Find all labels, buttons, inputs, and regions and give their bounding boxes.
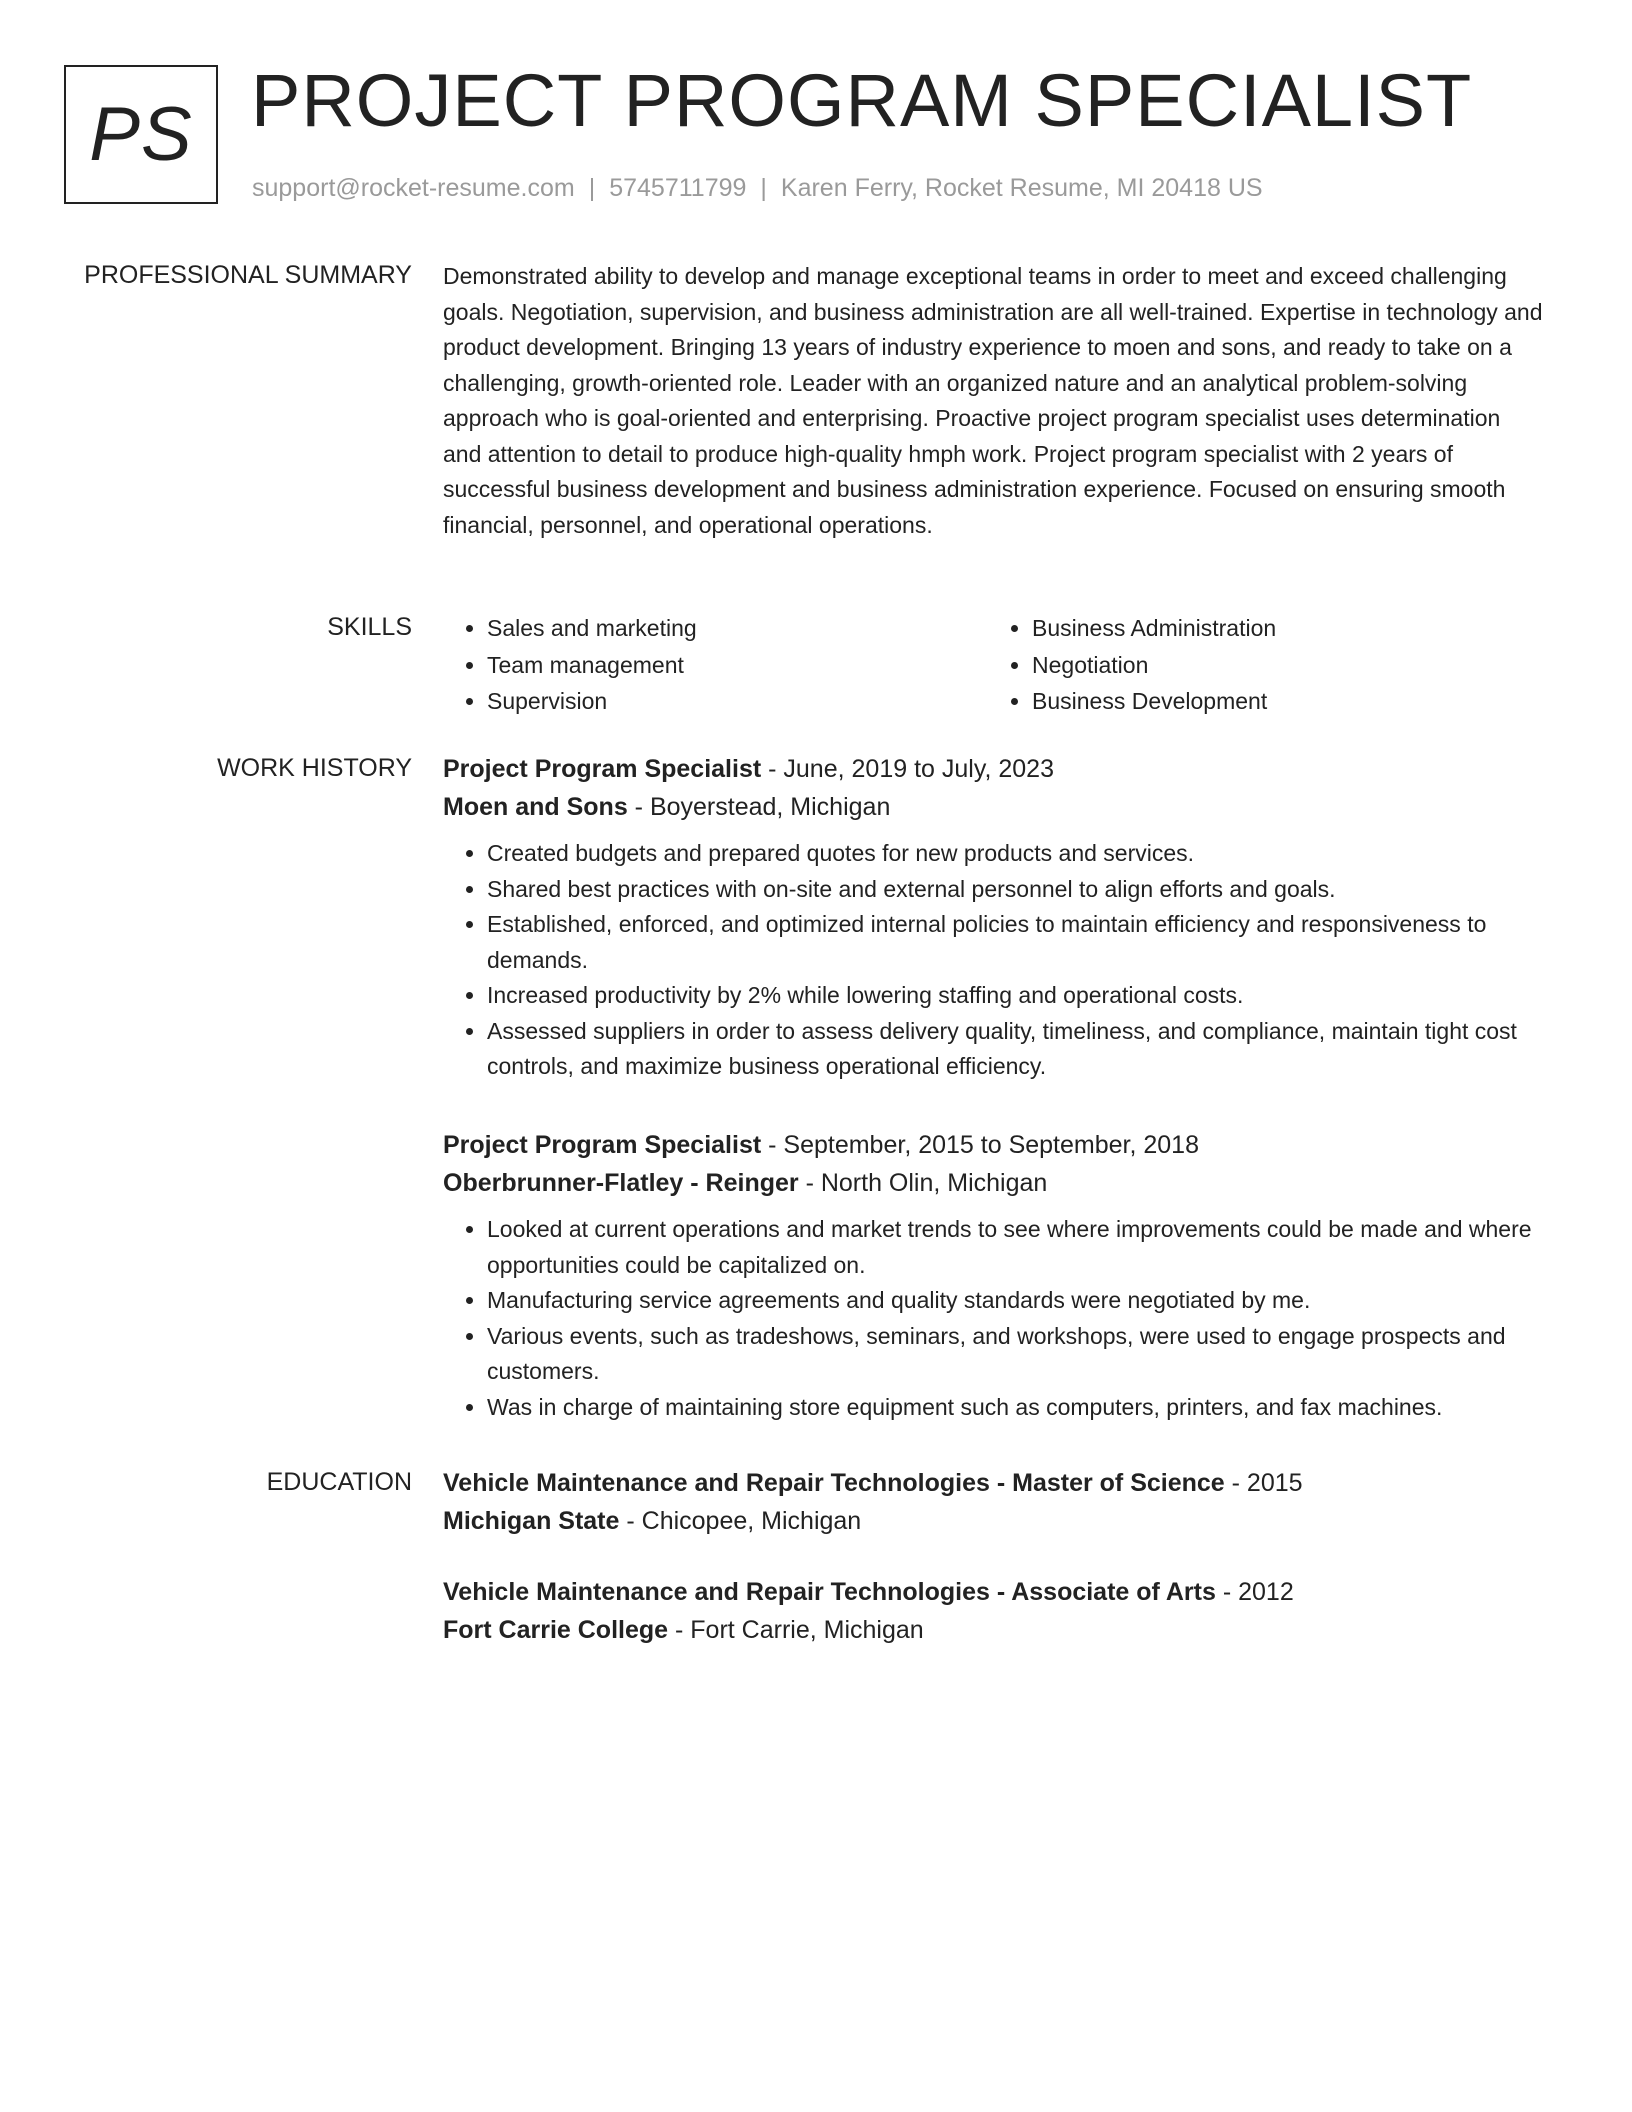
education-heading: EDUCATION — [266, 1468, 412, 1496]
job-company-line — [443, 788, 1543, 826]
skill-item: • Sales and marketing — [487, 610, 988, 647]
work-history-heading: WORK HISTORY — [217, 754, 412, 782]
skill-item: • Supervision — [487, 683, 988, 720]
job-title-line — [443, 1126, 1543, 1164]
education-year: - 2012 — [1215, 1578, 1294, 1606]
contact-email: support@rocket-resume.com — [252, 174, 575, 202]
job-company-line — [443, 1164, 1543, 1202]
job-company: Moen and Sons — [443, 793, 628, 821]
job-bullets — [443, 1212, 1543, 1425]
job-bullet: • Increased productivity by 2% while lowering staffing and operational costs. — [487, 978, 1543, 1014]
job-bullet: • Created budgets and prepared quotes for new products and services. — [487, 836, 1543, 872]
education-entry — [443, 1464, 1543, 1540]
skill-item: • Business Development — [1032, 683, 1533, 720]
job-dates: - September, 2015 to September, 2018 — [761, 1131, 1199, 1159]
job-title: Project Program Specialist — [443, 755, 762, 783]
job-bullet: • Was in charge of maintaining store equipment such as computers, printers, and fax machines. — [487, 1390, 1543, 1426]
education-school: Michigan State — [443, 1507, 620, 1535]
education-degree: Vehicle Maintenance and Repair Technologies - Associate of Arts — [443, 1578, 1216, 1606]
job-bullet: • Established, enforced, and optimized internal policies to maintain efficiency and responsiveness to demands. — [487, 907, 1543, 978]
skills-grid — [443, 610, 1543, 720]
summary-body — [443, 259, 1543, 543]
education-degree: Vehicle Maintenance and Repair Technologies - Master of Science — [443, 1469, 1225, 1497]
contact-phone: 5745711799 — [609, 174, 747, 202]
education-school-line — [443, 1502, 1543, 1540]
summary-heading: PROFESSIONAL SUMMARY — [84, 261, 412, 289]
summary-text: Demonstrated ability to develop and manage exceptional teams in order to meet and exceed challenging goals. Negotiation, supervision, and business administration are all well-trained. Expertise in technology and product development. Bringing 13 years of industry experience to moen and sons, and ready to take on a challenging, growth-oriented role. Leader with an organized nature and an analytical problem-solving approach who is goal-oriented and enterprising. Proactive project program specialist uses determination and attention to detail to produce high-quality hmph work. Project program specialist with 2 years of successful business development and business administration experience. Focused on ensuring smooth financial, personnel, and operational operations. — [443, 263, 1543, 538]
education-degree-line — [443, 1464, 1543, 1502]
job-bullet: • Various events, such as tradeshows, seminars, and workshops, were used to engage prospects and customers. — [487, 1319, 1543, 1390]
education-school: Fort Carrie College — [443, 1616, 669, 1644]
contact-separator: | — [760, 174, 767, 202]
monogram-initials: PS — [89, 92, 193, 177]
education-degree-line — [443, 1573, 1543, 1611]
skills-column-left — [443, 610, 988, 720]
job-company: Oberbrunner-Flatley - Reinger — [443, 1169, 799, 1197]
education-school-line — [443, 1611, 1543, 1649]
job-bullet: • Looked at current operations and market trends to see where improvements could be made and where opportunities could be capitalized on. — [487, 1212, 1543, 1283]
job-entry — [443, 750, 1543, 1085]
skills-body — [443, 610, 1543, 720]
job-location: - North Olin, Michigan — [798, 1169, 1048, 1197]
contact-address: Karen Ferry, Rocket Resume, MI 20418 US — [780, 174, 1263, 202]
candidate-name: PROJECT PROGRAM SPECIALIST — [251, 59, 1473, 142]
skills-heading: SKILLS — [327, 613, 412, 641]
skill-item: • Business Administration — [1032, 610, 1533, 647]
job-bullet: • Assessed suppliers in order to assess delivery quality, timeliness, and compliance, maintain tight cost controls, and maximize business operational efficiency. — [487, 1014, 1543, 1085]
job-dates: - June, 2019 to July, 2023 — [761, 755, 1054, 783]
education-year: - 2015 — [1224, 1469, 1303, 1497]
skills-column-right — [988, 610, 1533, 720]
education-entry — [443, 1573, 1543, 1649]
job-bullets — [443, 836, 1543, 1085]
education-location: - Chicopee, Michigan — [619, 1507, 862, 1535]
job-entry — [443, 1126, 1543, 1425]
job-bullet: • Shared best practices with on-site and external personnel to align efforts and goals. — [487, 872, 1543, 908]
contact-line — [252, 172, 1263, 204]
job-bullet: • Manufacturing service agreements and quality standards were negotiated by me. — [487, 1283, 1543, 1319]
job-location: - Boyerstead, Michigan — [627, 793, 891, 821]
skill-item: • Team management — [487, 647, 988, 684]
monogram-badge — [64, 65, 218, 204]
job-title: Project Program Specialist — [443, 1131, 762, 1159]
education-location: - Fort Carrie, Michigan — [668, 1616, 924, 1644]
job-title-line — [443, 750, 1543, 788]
skill-item: • Negotiation — [1032, 647, 1533, 684]
contact-separator: | — [588, 174, 596, 202]
